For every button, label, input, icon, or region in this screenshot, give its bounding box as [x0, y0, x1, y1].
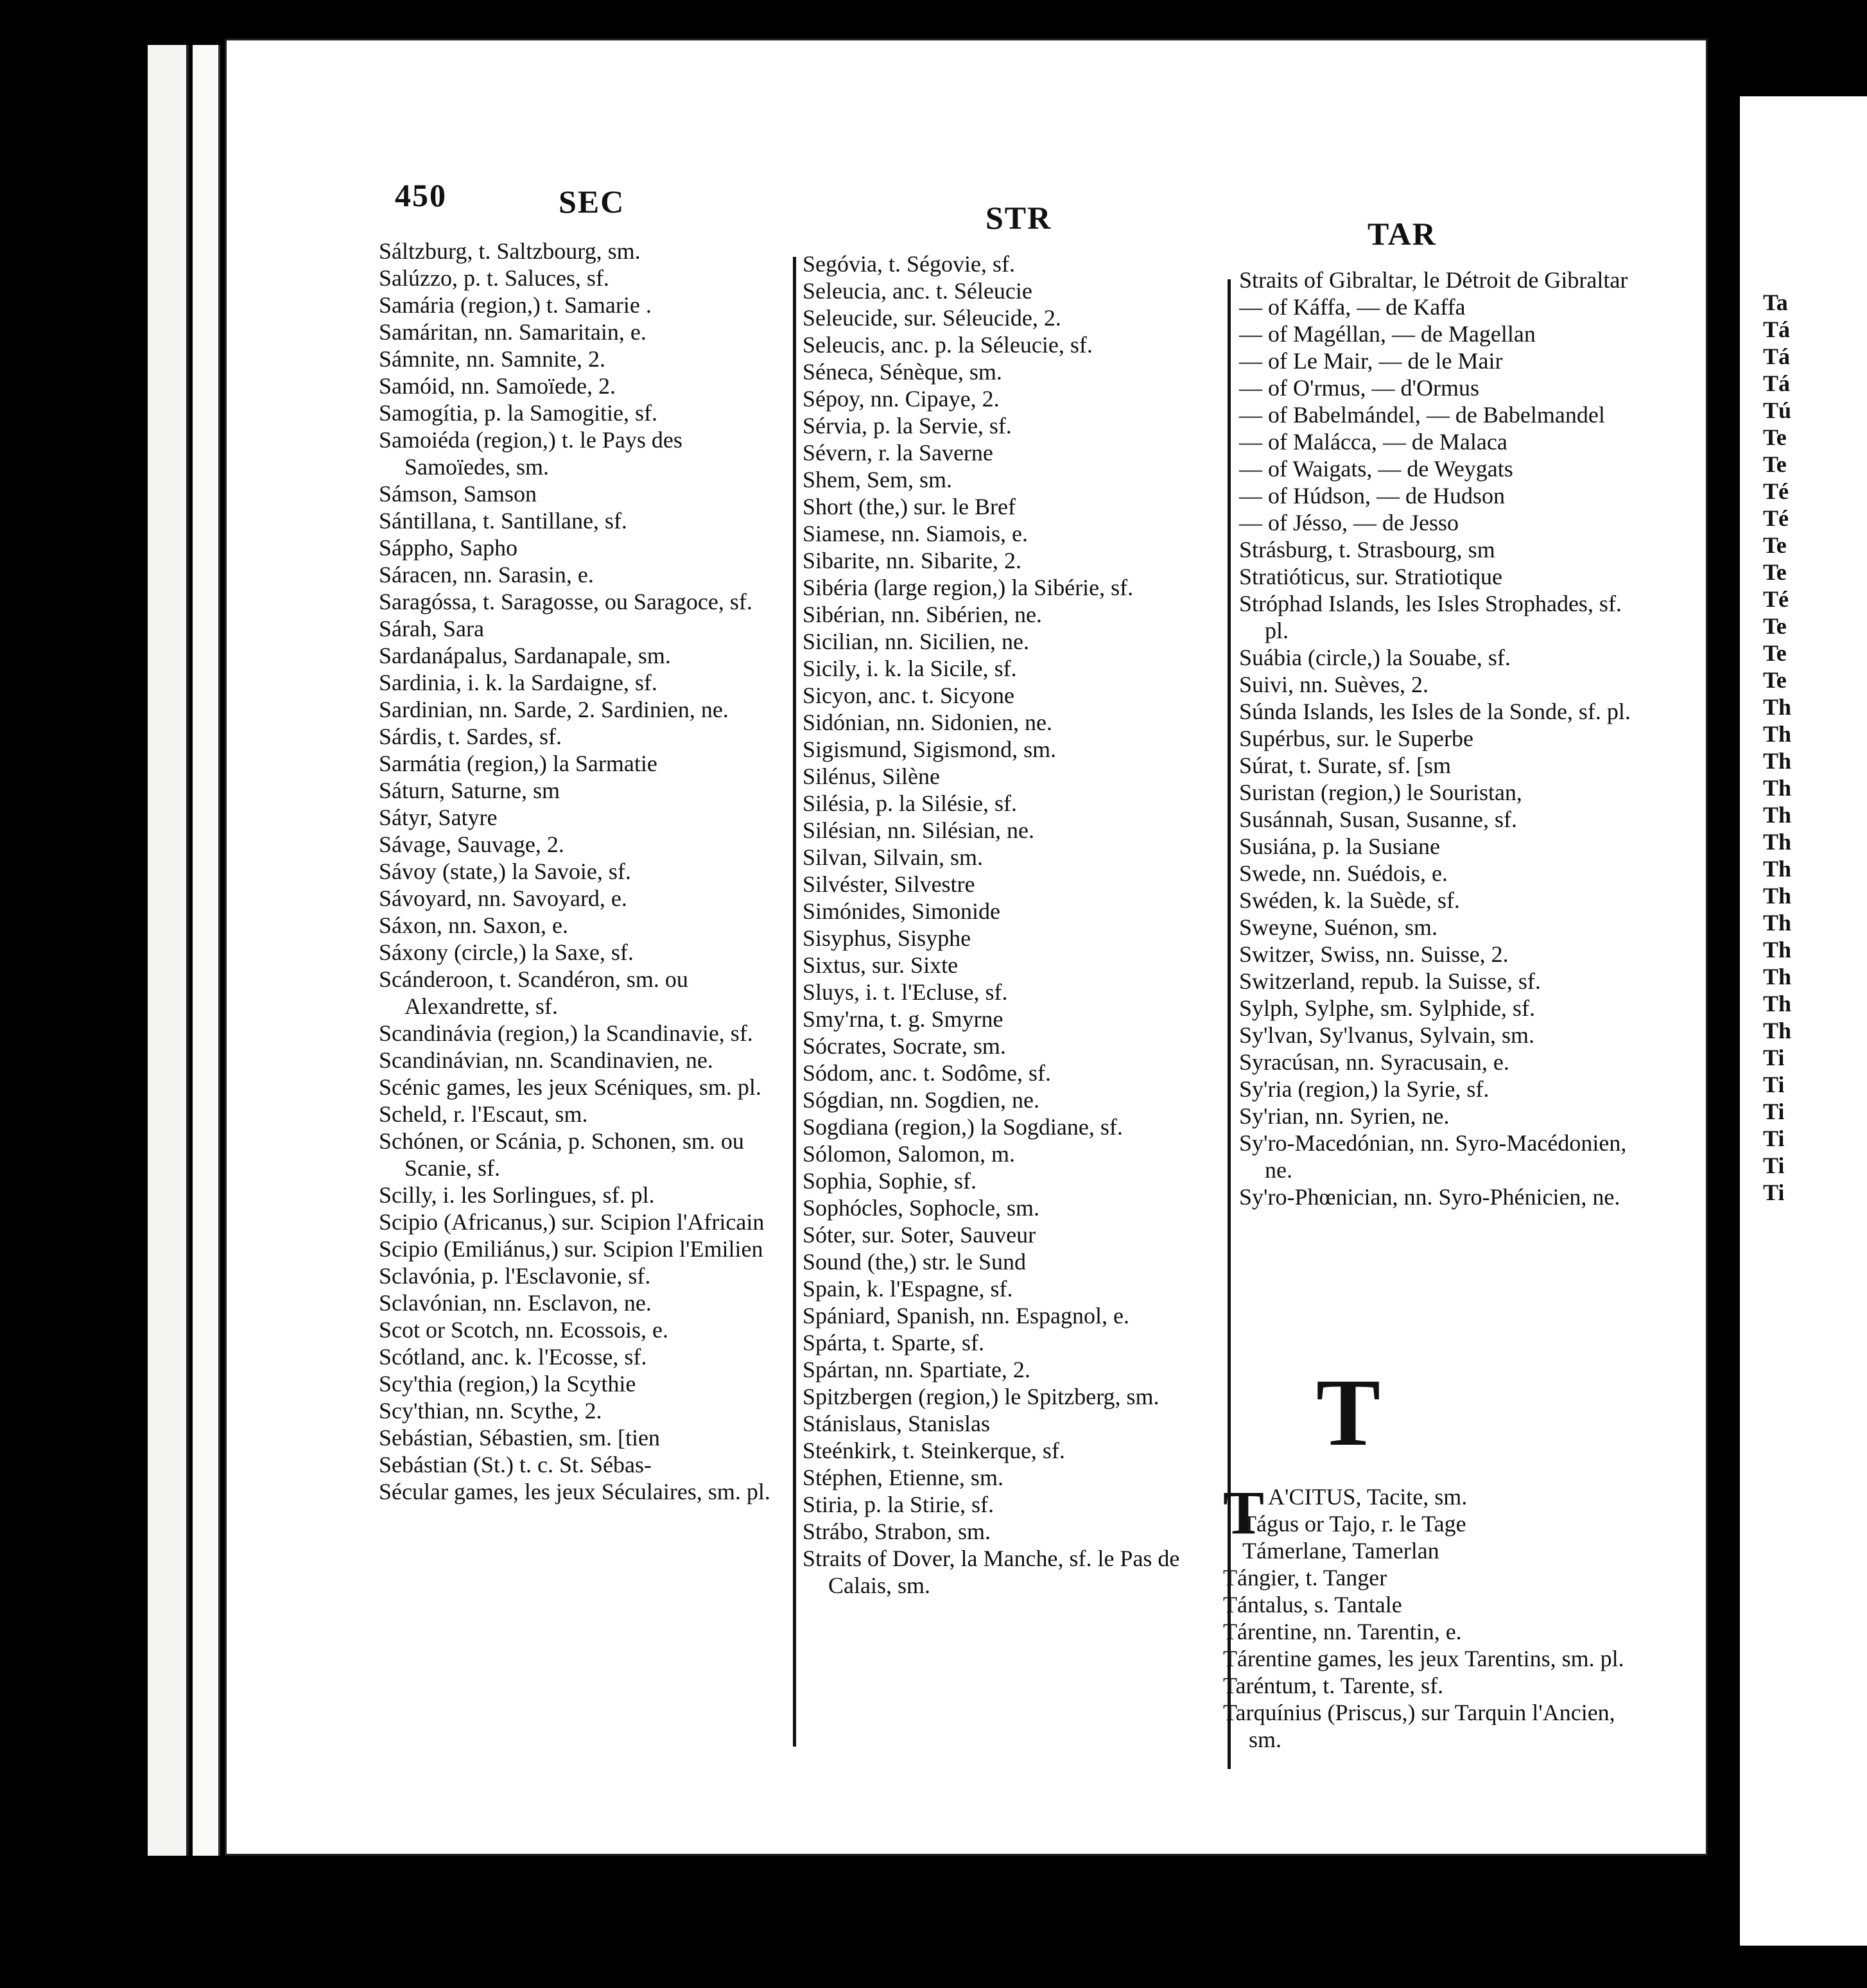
- dictionary-entry: Sisyphus, Sisyphe: [803, 925, 971, 951]
- next-page-stub: Tá: [1763, 344, 1791, 369]
- dictionary-entry: Sweyne, Suénon, sm.: [1239, 914, 1437, 940]
- dictionary-entry: Samóid, nn. Samoïede, 2.: [379, 373, 616, 399]
- next-page-stub: Th: [1763, 802, 1792, 828]
- dictionary-entry: Scótland, anc. k. l'Ecosse, sf.: [379, 1344, 647, 1370]
- dictionary-entry: Sámson, Samson: [379, 481, 537, 507]
- next-page-edge: [1740, 96, 1867, 1946]
- dictionary-entry: Samoiéda (region,) t. le Pays des Samoïedes, sm.: [379, 427, 682, 480]
- dictionary-entry: Swéden, k. la Suède, sf.: [1239, 887, 1460, 913]
- dictionary-entry: Sardinia, i. k. la Sardaigne, sf.: [379, 670, 657, 695]
- dictionary-entry: Swede, nn. Suédois, e.: [1239, 860, 1448, 886]
- next-page-stub: Ti: [1763, 1126, 1785, 1151]
- dictionary-entry: Sophócles, Sophocle, sm.: [803, 1195, 1039, 1221]
- dictionary-entry: Seleucis, anc. p. la Séleucie, sf.: [803, 332, 1093, 358]
- dictionary-entry: Spain, k. l'Espagne, sf.: [803, 1276, 1013, 1302]
- dictionary-entry: Supérbus, sur. le Superbe: [1239, 726, 1473, 751]
- dictionary-entry: Steénkirk, t. Steinkerque, sf.: [803, 1438, 1065, 1463]
- dictionary-entry: Tárentine, nn. Tarentin, e.: [1223, 1619, 1462, 1644]
- dictionary-entry: Sáracen, nn. Sarasin, e.: [379, 562, 594, 588]
- dictionary-entry: Sécular games, les jeux Séculaires, sm. pl.: [379, 1479, 770, 1504]
- next-page-stub: Th: [1763, 937, 1792, 963]
- dictionary-entry: Switzer, Swiss, nn. Suisse, 2.: [1239, 941, 1509, 967]
- dictionary-entry: Sophia, Sophie, sf.: [803, 1168, 977, 1194]
- column-3: [1239, 266, 1650, 1210]
- book-edge-inner: [193, 45, 220, 1856]
- next-page-stub: Té: [1763, 586, 1789, 612]
- dictionary-entry: — of Malácca, — de Malaca: [1239, 429, 1507, 455]
- dictionary-entry: Segóvia, t. Ségovie, sf.: [803, 251, 1015, 277]
- dictionary-entry: Stróphad Islands, les Isles Strophades, sf. pl.: [1239, 591, 1622, 643]
- dictionary-entry: Suivi, nn. Suèves, 2.: [1239, 672, 1429, 697]
- dictionary-entry: Sógdian, nn. Sogdien, ne.: [803, 1087, 1039, 1113]
- dictionary-entry: Tántalus, s. Tantale: [1223, 1592, 1402, 1617]
- dictionary-entry: Sibéria (large region,) la Sibérie, sf.: [803, 575, 1134, 600]
- dictionary-entry: Scánderoon, t. Scandéron, sm. ou Alexandrette, sf.: [379, 966, 688, 1019]
- dictionary-entry: Tárentine games, les jeux Tarentins, sm. pl.: [1223, 1646, 1624, 1671]
- dictionary-entry: Spártan, nn. Spartiate, 2.: [803, 1357, 1030, 1382]
- dictionary-entry: Sigismund, Sigismond, sm.: [803, 737, 1057, 762]
- next-page-stub: Th: [1763, 964, 1792, 990]
- dictionary-entry: Scandinávia (region,) la Scandinavie, sf.: [379, 1020, 753, 1046]
- dictionary-entry: Sódom, anc. t. Sodôme, sf.: [803, 1060, 1051, 1086]
- dictionary-entry: — of Le Mair, — de le Mair: [1239, 348, 1503, 374]
- dictionary-entry: Sárah, Sara: [379, 616, 484, 641]
- page-number: 450: [395, 177, 447, 213]
- next-page-stub: Ti: [1763, 1099, 1785, 1124]
- dictionary-entry: Stratióticus, sur. Stratiotique: [1239, 564, 1502, 589]
- next-page-stub: Te: [1763, 559, 1787, 585]
- dictionary-entry: Silvéster, Silvestre: [803, 871, 975, 897]
- dictionary-entry: — of Húdson, — de Hudson: [1239, 483, 1505, 509]
- dictionary-entry: Sátyr, Satyre: [379, 805, 498, 830]
- dictionary-entry: Silénus, Silène: [803, 763, 940, 789]
- dictionary-entry: Sárdis, t. Sardes, sf.: [379, 724, 562, 749]
- dictionary-entry: Sámnite, nn. Samnite, 2.: [379, 346, 605, 372]
- dictionary-entry: Séneca, Sénèque, sm.: [803, 359, 1002, 385]
- next-page-stub: Ti: [1763, 1153, 1785, 1178]
- header-right: TAR: [1368, 216, 1437, 252]
- dictionary-entry: Samária (region,) t. Samarie .: [379, 292, 652, 318]
- dictionary-entry: Sy'lvan, Sy'lvanus, Sylvain, sm.: [1239, 1022, 1535, 1048]
- next-page-stub: Th: [1763, 856, 1792, 882]
- dictionary-entry: Suábia (circle,) la Souabe, sf.: [1239, 645, 1511, 670]
- next-page-stub: Th: [1763, 748, 1792, 774]
- next-page-stub: Th: [1763, 991, 1792, 1016]
- next-page-stub: Te: [1763, 451, 1787, 477]
- dictionary-entry: Sclavónia, p. l'Esclavonie, sf.: [379, 1263, 651, 1289]
- dictionary-entry: — of O'rmus, — d'Ormus: [1239, 375, 1479, 401]
- header-left: SEC: [559, 184, 625, 220]
- dictionary-entry: Silvan, Silvain, sm.: [803, 844, 984, 870]
- dictionary-entry: Schónen, or Scánia, p. Schonen, sm. ou Scanie, sf.: [379, 1128, 744, 1181]
- drop-cap: T: [1223, 1478, 1265, 1547]
- next-page-stub: Te: [1763, 667, 1787, 693]
- dictionary-entry: Spitzbergen (region,) le Spitzberg, sm.: [803, 1384, 1159, 1409]
- next-page-stub: Te: [1763, 613, 1787, 639]
- dictionary-entry: Scénic games, les jeux Scéniques, sm. pl.: [379, 1074, 761, 1100]
- dictionary-entry: Sibérian, nn. Sibérien, ne.: [803, 602, 1042, 627]
- dictionary-page: [225, 39, 1708, 1856]
- dictionary-entry: Sáppho, Sapho: [379, 535, 517, 561]
- dictionary-entry: Salúzzo, p. t. Saluces, sf.: [379, 265, 609, 291]
- dictionary-entry: Sávoy (state,) la Savoie, sf.: [379, 859, 631, 884]
- next-page-stub: Ta: [1763, 290, 1788, 315]
- dictionary-entry: Shem, Sem, sm.: [803, 467, 953, 493]
- dictionary-entry: Sy'ria (region,) la Syrie, sf.: [1239, 1076, 1489, 1102]
- next-page-stub: Té: [1763, 478, 1789, 504]
- next-page-stub: Te: [1763, 424, 1787, 450]
- next-page-stub: Th: [1763, 1018, 1792, 1043]
- next-page-stub: Th: [1763, 829, 1792, 855]
- dictionary-entry: Smy'rna, t. g. Smyrne: [803, 1006, 1003, 1032]
- dictionary-entry: Switzerland, repub. la Suisse, sf.: [1239, 968, 1541, 994]
- dictionary-entry: Sibarite, nn. Sibarite, 2.: [803, 548, 1021, 573]
- dictionary-entry: Sicyon, anc. t. Sicyone: [803, 683, 1014, 708]
- dictionary-entry: Sebástian (St.) t. c. St. Sébas-: [379, 1452, 652, 1478]
- dictionary-entry: Sólomon, Salomon, m.: [803, 1141, 1016, 1167]
- dictionary-entry: — of Káffa, — de Kaffa: [1239, 294, 1466, 320]
- dictionary-entry: Sávoyard, nn. Savoyard, e.: [379, 885, 627, 911]
- next-page-stub: Tá: [1763, 317, 1791, 342]
- dictionary-entry: Sarmátia (region,) la Sarmatie: [379, 751, 657, 776]
- dictionary-entry: Spárta, t. Sparte, sf.: [803, 1330, 984, 1356]
- dictionary-entry: Sáxony (circle,) la Saxe, sf.: [379, 939, 634, 965]
- dictionary-entry: Sidónian, nn. Sidonien, ne.: [803, 710, 1052, 735]
- dictionary-entry: Suristan (region,) le Souristan,: [1239, 780, 1522, 805]
- next-page-stub: Te: [1763, 640, 1787, 666]
- dictionary-entry: Sy'ro-Phœnician, nn. Syro-Phénicien, ne.: [1239, 1184, 1620, 1210]
- column-3-t-section: [1223, 1478, 1647, 1753]
- dictionary-entry: Seleucide, sur. Séleucide, 2.: [803, 305, 1061, 331]
- dictionary-entry: Silésian, nn. Silésian, ne.: [803, 817, 1034, 843]
- next-page-stubs: [1740, 96, 1867, 1206]
- book-edge: [148, 45, 189, 1856]
- dictionary-entry: Seleucia, anc. t. Séleucie: [803, 278, 1032, 304]
- dictionary-entry: Sogdiana (region,) la Sogdiane, sf.: [803, 1114, 1123, 1140]
- dictionary-entry: Sound (the,) str. le Sund: [803, 1249, 1026, 1275]
- section-letter: T: [1316, 1359, 1381, 1466]
- next-page-stub: Te: [1763, 532, 1787, 558]
- dictionary-entry: Sylph, Sylphe, sm. Sylphide, sf.: [1239, 995, 1536, 1021]
- dictionary-entry: Syracúsan, nn. Syracusain, e.: [1239, 1049, 1509, 1075]
- dictionary-entry: Tarquínius (Priscus,) sur Tarquin l'Ancien, sm.: [1223, 1700, 1615, 1752]
- column-2: [803, 250, 1220, 1599]
- dictionary-entry: Scipio (Emiliánus,) sur. Scipion l'Emilien: [379, 1236, 763, 1262]
- dictionary-entry: Sicilian, nn. Sicilien, ne.: [803, 629, 1029, 654]
- dictionary-entry: Straits of Dover, la Manche, sf. le Pas de Calais, sm.: [803, 1546, 1180, 1598]
- dictionary-entry: Támerlane, Tamerlan: [1242, 1538, 1439, 1564]
- dictionary-entry: Sixtus, sur. Sixte: [803, 952, 959, 978]
- next-page-stub: Ti: [1763, 1072, 1785, 1097]
- dictionary-entry: Samáritan, nn. Samaritain, e.: [379, 319, 647, 345]
- dictionary-entry: Stéphen, Etienne, sm.: [803, 1465, 1003, 1490]
- dictionary-entry: Samogítia, p. la Samogitie, sf.: [379, 400, 657, 426]
- column-rule-1: [793, 257, 796, 1747]
- dictionary-entry: — of Magéllan, — de Magellan: [1239, 321, 1536, 347]
- dictionary-entry: Sépoy, nn. Cipaye, 2.: [803, 386, 1000, 412]
- dictionary-entry: Sicily, i. k. la Sicile, sf.: [803, 656, 1017, 681]
- dictionary-entry: Simónides, Simonide: [803, 898, 1001, 924]
- dictionary-entry: Silésia, p. la Silésie, sf.: [803, 790, 1017, 816]
- dictionary-entry: Susiána, p. la Susiane: [1239, 833, 1440, 859]
- dictionary-entry: Sy'ro-Macedónian, nn. Syro-Macédonien, ne.: [1239, 1130, 1627, 1183]
- next-page-stub: Tú: [1763, 397, 1792, 423]
- dictionary-entry: Sebástian, Sébastien, sm. [tien: [379, 1425, 660, 1451]
- dictionary-entry: Siamese, nn. Siamois, e.: [803, 521, 1028, 546]
- dictionary-entry: Straits of Gibraltar, le Détroit de Gibraltar: [1239, 267, 1628, 293]
- dictionary-entry: Sardanápalus, Sardanapale, sm.: [379, 643, 671, 668]
- dictionary-entry: T A'CITUS, Tacite, sm.: [1223, 1478, 1468, 1547]
- dictionary-entry: Sclavónian, nn. Esclavon, ne.: [379, 1290, 652, 1316]
- dictionary-entry: Stiria, p. la Stirie, sf.: [803, 1492, 994, 1517]
- dictionary-entry: Scandinávian, nn. Scandinavien, ne.: [379, 1047, 713, 1073]
- next-page-stub: Th: [1763, 883, 1792, 909]
- dictionary-entry: Strásburg, t. Strasbourg, sm: [1239, 537, 1495, 562]
- header-center: STR: [986, 200, 1052, 236]
- dictionary-entry: Saragóssa, t. Saragosse, ou Saragoce, sf.: [379, 589, 752, 615]
- dictionary-entry: Spániard, Spanish, nn. Espagnol, e.: [803, 1303, 1129, 1329]
- dictionary-entry: Sardinian, nn. Sarde, 2. Sardinien, ne.: [379, 697, 729, 722]
- dictionary-entry: Scheld, r. l'Escaut, sm.: [379, 1101, 588, 1127]
- dictionary-entry: Sóter, sur. Soter, Sauveur: [803, 1222, 1036, 1248]
- dictionary-entry: Sávage, Sauvage, 2.: [379, 832, 564, 857]
- column-1: [379, 238, 777, 1505]
- next-page-stub: Té: [1763, 505, 1789, 531]
- next-page-stub: Tá: [1763, 371, 1791, 396]
- dictionary-entry: Sócrates, Socrate, sm.: [803, 1033, 1006, 1059]
- dictionary-entry: Sántillana, t. Santillane, sf.: [379, 508, 627, 534]
- dictionary-entry: Scy'thian, nn. Scythe, 2.: [379, 1398, 602, 1424]
- dictionary-entry: Sluys, i. t. l'Ecluse, sf.: [803, 979, 1008, 1005]
- dictionary-entry: Súrat, t. Surate, sf. [sm: [1239, 753, 1451, 778]
- dictionary-entry: Susánnah, Susan, Susanne, sf.: [1239, 807, 1517, 832]
- next-page-stub: Th: [1763, 721, 1792, 747]
- dictionary-entry: Sáturn, Saturne, sm: [379, 778, 560, 803]
- dictionary-entry: — of Babelmándel, — de Babelmandel: [1239, 402, 1605, 428]
- dictionary-entry: Taréntum, t. Tarente, sf.: [1223, 1673, 1444, 1698]
- dictionary-entry: Súnda Islands, les Isles de la Sonde, sf. pl.: [1239, 699, 1631, 724]
- next-page-stub: Ti: [1763, 1045, 1785, 1070]
- next-page-stub: Th: [1763, 910, 1792, 936]
- dictionary-entry: Sévern, r. la Saverne: [803, 440, 993, 466]
- dictionary-entry: Short (the,) sur. le Bref: [803, 494, 1016, 519]
- dictionary-entry: Strábo, Strabon, sm.: [803, 1519, 991, 1544]
- dictionary-entry: — of Waigats, — de Weygats: [1239, 456, 1513, 482]
- dictionary-entry: Sy'rian, nn. Syrien, ne.: [1239, 1103, 1450, 1129]
- dictionary-entry: Scot or Scotch, nn. Ecossois, e.: [379, 1317, 668, 1343]
- dictionary-entry: Stánislaus, Stanislas: [803, 1411, 991, 1436]
- dictionary-entry: Sérvia, p. la Servie, sf.: [803, 413, 1012, 439]
- dictionary-entry: Tángier, t. Tanger: [1223, 1565, 1387, 1591]
- dictionary-entry: Scipio (Africanus,) sur. Scipion l'Africain: [379, 1209, 765, 1235]
- dictionary-entry: Scilly, i. les Sorlingues, sf. pl.: [379, 1182, 655, 1208]
- dictionary-entry: Scy'thia (region,) la Scythie: [379, 1371, 636, 1397]
- dictionary-entry: Sáxon, nn. Saxon, e.: [379, 912, 568, 938]
- next-page-stub: Th: [1763, 694, 1792, 720]
- dictionary-entry: — of Jésso, — de Jesso: [1239, 510, 1459, 536]
- next-page-stub: Ti: [1763, 1180, 1785, 1205]
- dictionary-entry: Tágus or Tajo, r. le Tage: [1242, 1511, 1466, 1537]
- next-page-stub: Th: [1763, 775, 1792, 801]
- dictionary-entry: Sáltzburg, t. Saltzbourg, sm.: [379, 238, 641, 264]
